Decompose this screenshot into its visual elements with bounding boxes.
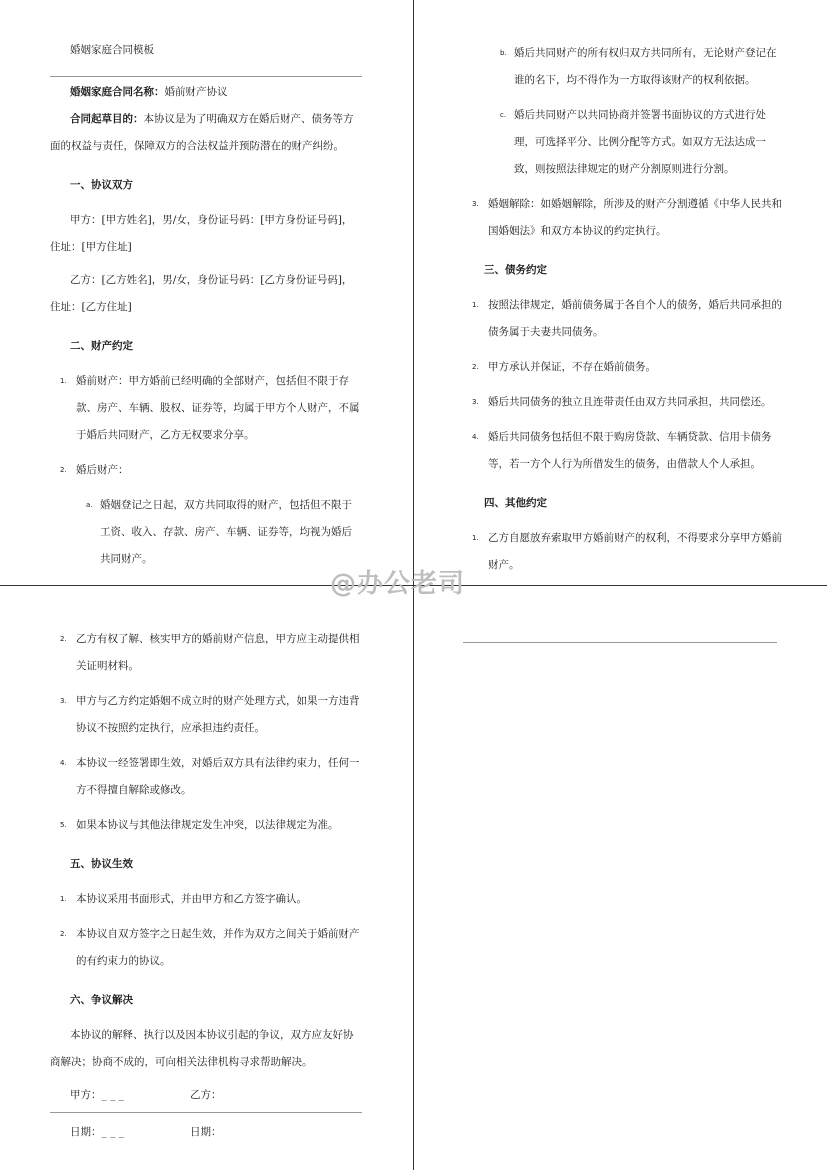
section-debt-heading: 三、债务约定 (484, 264, 547, 276)
list-item (50, 457, 362, 484)
sub-list-letter: c. (500, 111, 507, 119)
list-number: 4. (472, 433, 479, 441)
sub-list-text: 婚后共同财产的所有权归双方共同所有，无论财产登记在谁的名下，均不得作为一方取得该财产的权利依据。 (514, 47, 777, 86)
list-item-text: 婚后财产： (76, 464, 129, 476)
list-number: 2. (60, 466, 67, 474)
sub-list-item (478, 102, 783, 183)
list-number: 3. (472, 200, 479, 208)
sub-list-letter: b. (500, 49, 507, 57)
contract-name (70, 79, 362, 106)
list-number: 2. (472, 363, 479, 371)
signature-row (70, 1082, 362, 1112)
date-row (70, 1119, 362, 1149)
page-4 (463, 626, 777, 643)
list-item (472, 191, 783, 245)
list-item (472, 354, 783, 381)
list-item (472, 424, 783, 478)
list-item (50, 626, 362, 680)
list-item-text: 如果本协议与其他法律规定发生冲突，以法律规定为准。 (76, 819, 339, 831)
section-effective-heading: 五、协议生效 (70, 858, 133, 870)
page-3 (50, 626, 362, 1149)
list-number: 2. (60, 930, 67, 938)
watermark-logo: @办公老司 (330, 569, 466, 599)
section-other-heading: 四、其他约定 (484, 497, 547, 509)
page-2 (472, 40, 783, 587)
list-item (50, 886, 362, 913)
list-number: 1. (60, 377, 67, 385)
list-number: 1. (60, 895, 67, 903)
sub-list-text: 婚后共同财产以共同协商并签署书面协议的方式进行处理，可选择平分、比例分配等方式。如双方无法达成一致，则按照法律规定的财产分割原则进行分割。 (514, 109, 766, 175)
list-number: 4. (60, 759, 67, 767)
list-item (472, 292, 783, 346)
sub-list-letter: a. (86, 501, 93, 509)
list-number: 2. (60, 635, 67, 643)
section-dispute-heading: 六、争议解决 (70, 994, 133, 1006)
list-item-text: 婚后共同债务的独立且连带责任由双方共同承担，共同偿还。 (488, 396, 772, 408)
list-number: 1. (472, 301, 479, 309)
purpose-label: 合同起草目的： (70, 113, 144, 125)
section-parties-heading: 一、协议双方 (70, 179, 133, 191)
list-item-text: 本协议自双方签字之日起生效，并作为双方之间关于婚前财产的有约束力的协议。 (76, 928, 360, 967)
list-item (472, 389, 783, 416)
list-number: 5. (60, 821, 67, 829)
list-item (50, 812, 362, 839)
party-b-info: 乙方：[乙方姓名]，男/女，身份证号码：[乙方身份证号码]，住址：[乙方住址] (50, 274, 353, 313)
list-item-text: 本协议一经签署即生效，对婚后双方具有法律约束力，任何一方不得擅自解除或修改。 (76, 757, 360, 796)
page-4-rule (463, 642, 777, 643)
title-rule (50, 76, 362, 77)
contract-name-value: 婚前财产协议 (164, 86, 228, 98)
list-item-text: 乙方自愿放弃索取甲方婚前财产的权利，不得要求分享甲方婚前财产。 (488, 532, 782, 571)
page-1 (50, 40, 362, 581)
list-item-text: 婚后共同债务包括但不限于购房贷款、车辆贷款、信用卡债务等，若一方个人行为所借发生的债务，由借款人个人承担。 (488, 431, 772, 470)
purpose-text: 本协议是为了明确双方在婚后财产、债务等方面的权益与责任，保障双方的合法权益并预防潜在的财产纠纷。 (50, 113, 354, 152)
list-item (50, 688, 362, 742)
section-property-heading: 二、财产约定 (70, 340, 133, 352)
sub-list-item (478, 40, 783, 94)
party-a-signature: 甲方：_ _ _ (70, 1089, 124, 1101)
sub-list-item (50, 492, 362, 573)
list-item (50, 368, 362, 449)
list-item-text: 按照法律规定，婚前债务属于各自个人的债务，婚后共同承担的债务属于夫妻共同债务。 (488, 299, 782, 338)
list-number: 3. (60, 697, 67, 705)
list-item-text: 甲方与乙方约定婚姻不成立时的财产处理方式，如果一方违背协议不按照约定执行，应承担违约责任。 (76, 695, 360, 734)
party-b-signature: 乙方： (190, 1089, 222, 1101)
list-item (50, 921, 362, 975)
document-title: 婚姻家庭合同模板 (70, 44, 154, 56)
list-item-text: 本协议采用书面形式，并由甲方和乙方签字确认。 (76, 893, 307, 905)
list-item-text: 乙方有权了解、核实甲方的婚前财产信息，甲方应主动提供相关证明材料。 (76, 633, 360, 672)
sub-list-text: 婚姻登记之日起，双方共同取得的财产，包括但不限于工资、收入、存款、房产、车辆、证券等，均视为婚后共同财产。 (100, 499, 352, 565)
party-b-date: 日期： (190, 1126, 222, 1138)
list-number: 3. (472, 398, 479, 406)
party-a-info: 甲方：[甲方姓名]，男/女，身份证号码：[甲方身份证号码]，住址：[甲方住址] (50, 214, 353, 253)
contract-purpose (50, 106, 362, 160)
dispute-text: 本协议的解释、执行以及因本协议引起的争议，双方应友好协商解决；协商不成的，可向相关法律机构寻求帮助解决。 (50, 1029, 354, 1068)
list-item (50, 750, 362, 804)
party-a-date: 日期：_ _ _ (70, 1126, 124, 1138)
contract-name-label: 婚姻家庭合同名称： (70, 86, 165, 98)
list-item-text: 婚前财产：甲方婚前已经明确的全部财产，包括但不限于存款、房产、车辆、股权、证券等，均属于甲方个人财产，不属于婚后共同财产，乙方无权要求分享。 (76, 375, 360, 441)
list-number: 1. (472, 534, 479, 542)
list-item (472, 525, 783, 579)
list-item-text: 婚姻解除：如婚姻解除，所涉及的财产分割遵循《中华人民共和国婚姻法》和双方本协议的约定执行。 (488, 198, 782, 237)
list-item-text: 甲方承认并保证，不存在婚前债务。 (488, 361, 656, 373)
signature-rule (50, 1112, 362, 1113)
